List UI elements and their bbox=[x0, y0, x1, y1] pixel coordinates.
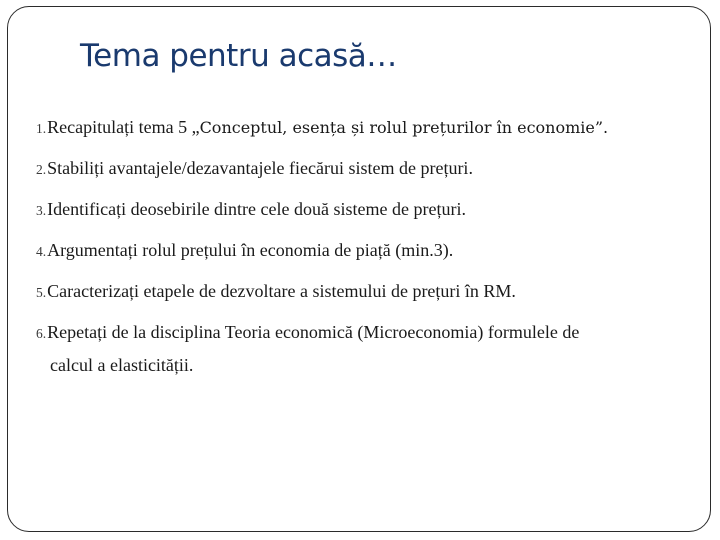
list-item bbox=[36, 322, 696, 376]
item-text: Caracterizați etapele de dezvoltare a sistemului de prețuri în RM. bbox=[47, 281, 516, 301]
item-number: 2. bbox=[36, 162, 47, 177]
item-number: 3. bbox=[36, 203, 47, 218]
item-number: 1. bbox=[36, 121, 47, 136]
slide-title: Tema pentru acasă… bbox=[80, 38, 397, 74]
item-number: 4. bbox=[36, 244, 47, 259]
item-text: Argumentați rolul prețului în economia de piață (min.3). bbox=[47, 240, 454, 260]
list-item bbox=[36, 199, 696, 220]
item-text: Identificați deosebirile dintre cele două sisteme de prețuri. bbox=[47, 199, 466, 219]
homework-list bbox=[36, 117, 696, 376]
item-number: 5. bbox=[36, 285, 47, 300]
list-item bbox=[36, 117, 696, 138]
list-item bbox=[36, 281, 696, 302]
item-emphasis-text: Conceptul, esența și rolul prețurilor în economie”. bbox=[199, 118, 609, 137]
item-text: Stabiliți avantajele/dezavantajele fiecărui sistem de prețuri. bbox=[47, 158, 473, 178]
list-item bbox=[36, 158, 696, 179]
item-text: Repetați de la disciplina Teoria economică (Microeconomia) formulele de bbox=[47, 322, 580, 342]
list-item bbox=[36, 240, 696, 261]
item-text-continuation: calcul a elasticității. bbox=[50, 355, 194, 375]
item-number: 6. bbox=[36, 326, 47, 341]
item-text: Recapitulați tema 5 „ bbox=[47, 117, 200, 137]
